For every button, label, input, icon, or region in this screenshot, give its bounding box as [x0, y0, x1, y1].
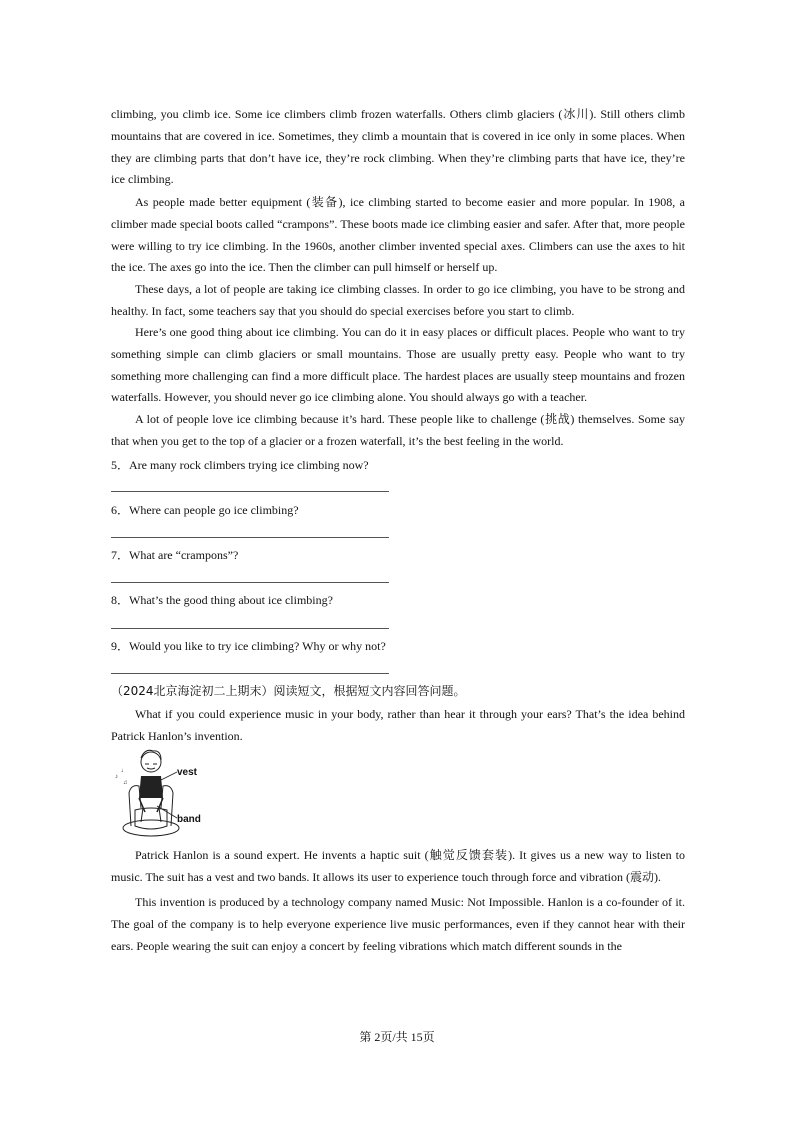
- question-text: What are “crampons”?: [129, 548, 239, 562]
- question-number: 9．: [111, 639, 130, 653]
- answer-line-5[interactable]: [111, 491, 389, 492]
- band-label: band: [177, 814, 201, 825]
- passage2-paragraph-2: This invention is produced by a technology company named Music: Not Impossible. Hanlon is a co-founder of it. The goal of the company is to help everyone experience live music performances, even if they cannot hear with their ears. People wearing the suit can enjoy a concert by feeling vibrations which match different sounds in the: [111, 895, 685, 953]
- question-text: What’s the good thing about ice climbing?: [129, 593, 333, 607]
- question-text: Are many rock climbers trying ice climbing now?: [129, 458, 369, 472]
- question-5: [111, 457, 369, 473]
- question-number: 5．: [111, 458, 130, 472]
- page-number-footer: 第 2页/共 15页: [359, 1030, 435, 1044]
- question-6: [111, 502, 299, 518]
- passage1-paragraph-1: climbing, you climb ice. Some ice climbers climb frozen waterfalls. Others climb glaciers (冰川). Still others climb mountains that are covered in ice. Sometimes, they climb a mountain that is covered in ice only in some places. When they are climbing parts that don’t have ice, they’re rock climbing. When they’re climbing parts that have ice, they’re ice climbing.: [111, 107, 685, 187]
- answer-line-7[interactable]: [111, 582, 389, 583]
- question-text: Where can people go ice climbing?: [129, 503, 299, 517]
- section-instruction: （2024北京海淀初二上期末）阅读短文，根据短文内容回答问题。: [111, 684, 466, 698]
- passage1-paragraph-2: As people made better equipment (装备), ice climbing started to become easier and more popular. In 1908, a climber made special boots called “crampons”. These boots made ice climbing easier and safer. After that, more people were willing to try ice climbing. In the 1960s, another climber invented special axes. Climbers can use the axes to hit the ice. The axes go into the ice. Then the climber can pull himself or herself up.: [111, 195, 685, 275]
- answer-line-8[interactable]: [111, 628, 389, 629]
- svg-text:♩: ♩: [121, 768, 127, 774]
- question-7: [111, 547, 238, 563]
- passage1-paragraph-5: A lot of people love ice climbing because it’s hard. These people like to challenge (挑战) themselves. Some say that when you get to the top of a glacier or a frozen waterfall, it’s the best feeling in the world.: [111, 412, 685, 448]
- passage1-paragraph-4: Here’s one good thing about ice climbing. You can do it in easy places or difficult places. People who want to try something simple can climb glaciers or small mountains. Those are usually pretty easy. People who want to try something more challenging can find a more difficult place. The hardest places are usually steep mountains and frozen waterfalls. However, you should never go ice climbing alone. You should always go with a teacher.: [111, 325, 685, 405]
- question-number: 7．: [111, 548, 130, 562]
- haptic-suit-illustration: [113, 748, 223, 840]
- person-in-chair-icon: [113, 748, 223, 840]
- question-9: [111, 638, 386, 654]
- svg-text:♫: ♫: [123, 780, 128, 786]
- answer-line-9[interactable]: [111, 673, 389, 674]
- svg-text:♪: ♪: [115, 774, 118, 780]
- passage1-paragraph-3: These days, a lot of people are taking ice climbing classes. In order to go ice climbing, you have to be strong and healthy. In fact, some teachers say that you should do special exercises before you start to climb.: [111, 282, 685, 318]
- question-number: 6．: [111, 503, 130, 517]
- vest-label: vest: [177, 767, 198, 778]
- passage2-intro: What if you could experience music in your body, rather than hear it through your ears? That’s the idea behind Patrick Hanlon’s invention.: [111, 707, 685, 743]
- question-number: 8．: [111, 593, 130, 607]
- passage2-paragraph-1: Patrick Hanlon is a sound expert. He invents a haptic suit (触觉反馈套装). It gives us a new way to listen to music. The suit has a vest and two bands. It allows its user to experience touch through force and vibration (震动).: [111, 848, 685, 884]
- question-8: [111, 592, 333, 608]
- answer-line-6[interactable]: [111, 537, 389, 538]
- question-text: Would you like to try ice climbing? Why or why not?: [129, 639, 386, 653]
